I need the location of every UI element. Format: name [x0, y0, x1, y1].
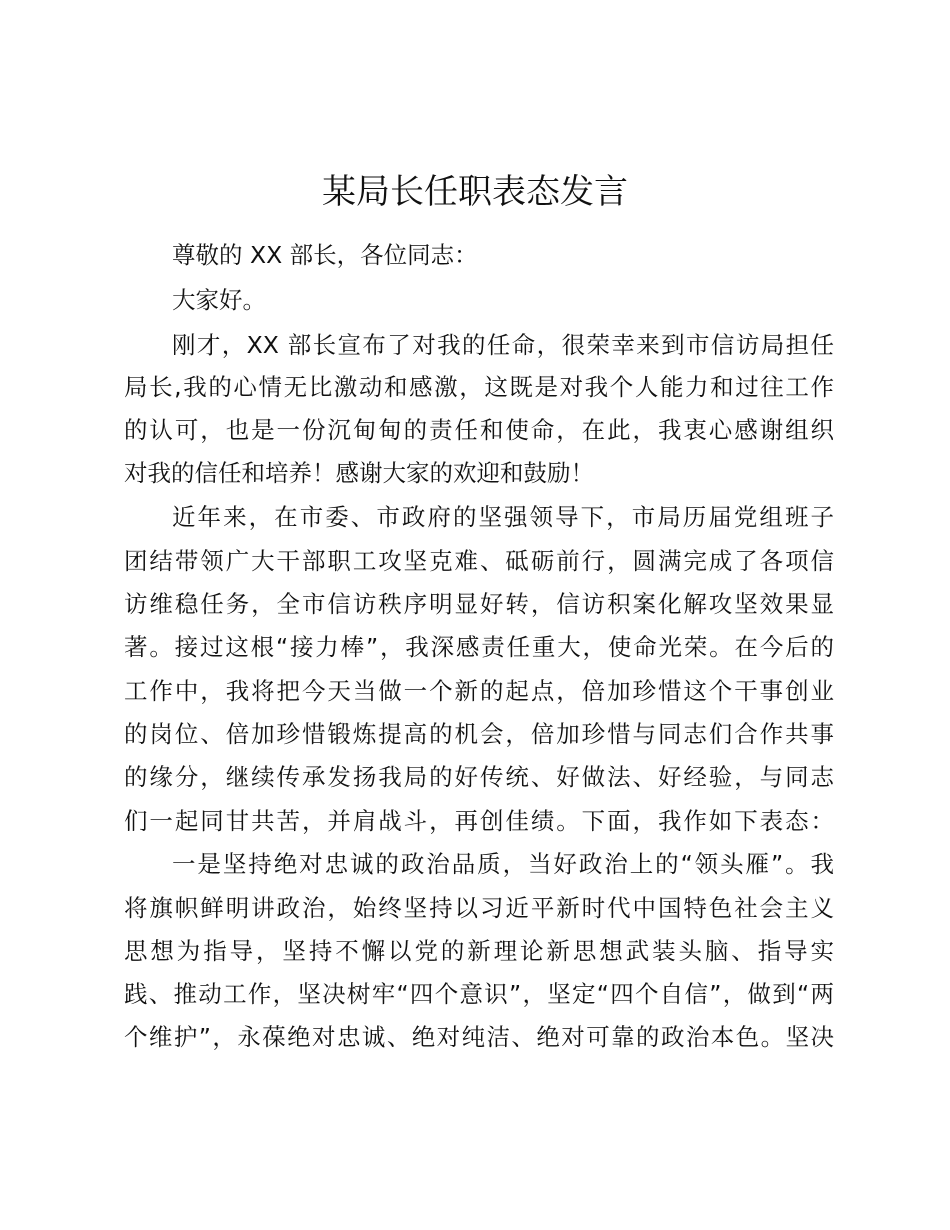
paragraph-line: 工作中，我将把今天当做一个新的起点，倍加珍惜这个干事创业: [124, 677, 834, 705]
paragraph-line: 个维护”，永葆绝对忠诚、绝对纯洁、绝对可靠的政治本色。坚决: [124, 1023, 834, 1051]
paragraph-line: 将旗帜鲜明讲政治，始终坚持以习近平新时代中国特色社会主义: [124, 894, 834, 922]
paragraph-line: 的缘分，继续传承发扬我局的好传统、好做法、好经验，与同志: [124, 763, 834, 791]
paragraph-line: 访维稳任务，全市信访秩序明显好转，信访积案化解攻坚效果显: [124, 590, 834, 618]
paragraph-line: 团结带领广大干部职工攻坚克难、砥砺前行，圆满完成了各项信: [124, 547, 834, 575]
paragraph-line: 的岗位、倍加珍惜锻炼提高的机会，倍加珍惜与同志们合作共事: [124, 720, 834, 748]
paragraph-line: 著。接过这根“接力棒”，我深感责任重大，使命光荣。在今后的: [124, 633, 834, 661]
paragraph-line: 的认可，也是一份沉甸甸的责任和使命，在此，我衷心感谢组织: [124, 416, 834, 444]
document-title: 某局长任职表态发言: [322, 172, 628, 212]
paragraph-line: 局长,我的心情无比激动和感激，这既是对我个人能力和过往工作: [124, 373, 834, 401]
paragraph-line: 刚才，XX 部长宣布了对我的任命，很荣幸来到市信访局担任: [172, 331, 834, 359]
paragraph-line: 们一起同甘共苦，并肩战斗，再创佳绩。下面，我作如下表态：: [124, 807, 834, 835]
paragraph-line: 近年来，在市委、市政府的坚强领导下，市局历届党组班子: [172, 503, 834, 531]
paragraph-line: 对我的信任和培养！感谢大家的欢迎和鼓励！: [124, 459, 594, 487]
paragraph-line: 思想为指导，坚持不懈以党的新理论新思想武装头脑、指导实: [124, 937, 834, 965]
paragraph-line: 一是坚持绝对忠诚的政治品质，当好政治上的“领头雁”。我: [172, 850, 834, 878]
paragraph-line: 践、推动工作，坚决树牢“四个意识”，坚定“四个自信”，做到“两: [124, 980, 834, 1008]
salutation-line: 尊敬的 XX 部长，各位同志：: [172, 241, 478, 269]
greeting-line: 大家好。: [172, 286, 266, 314]
